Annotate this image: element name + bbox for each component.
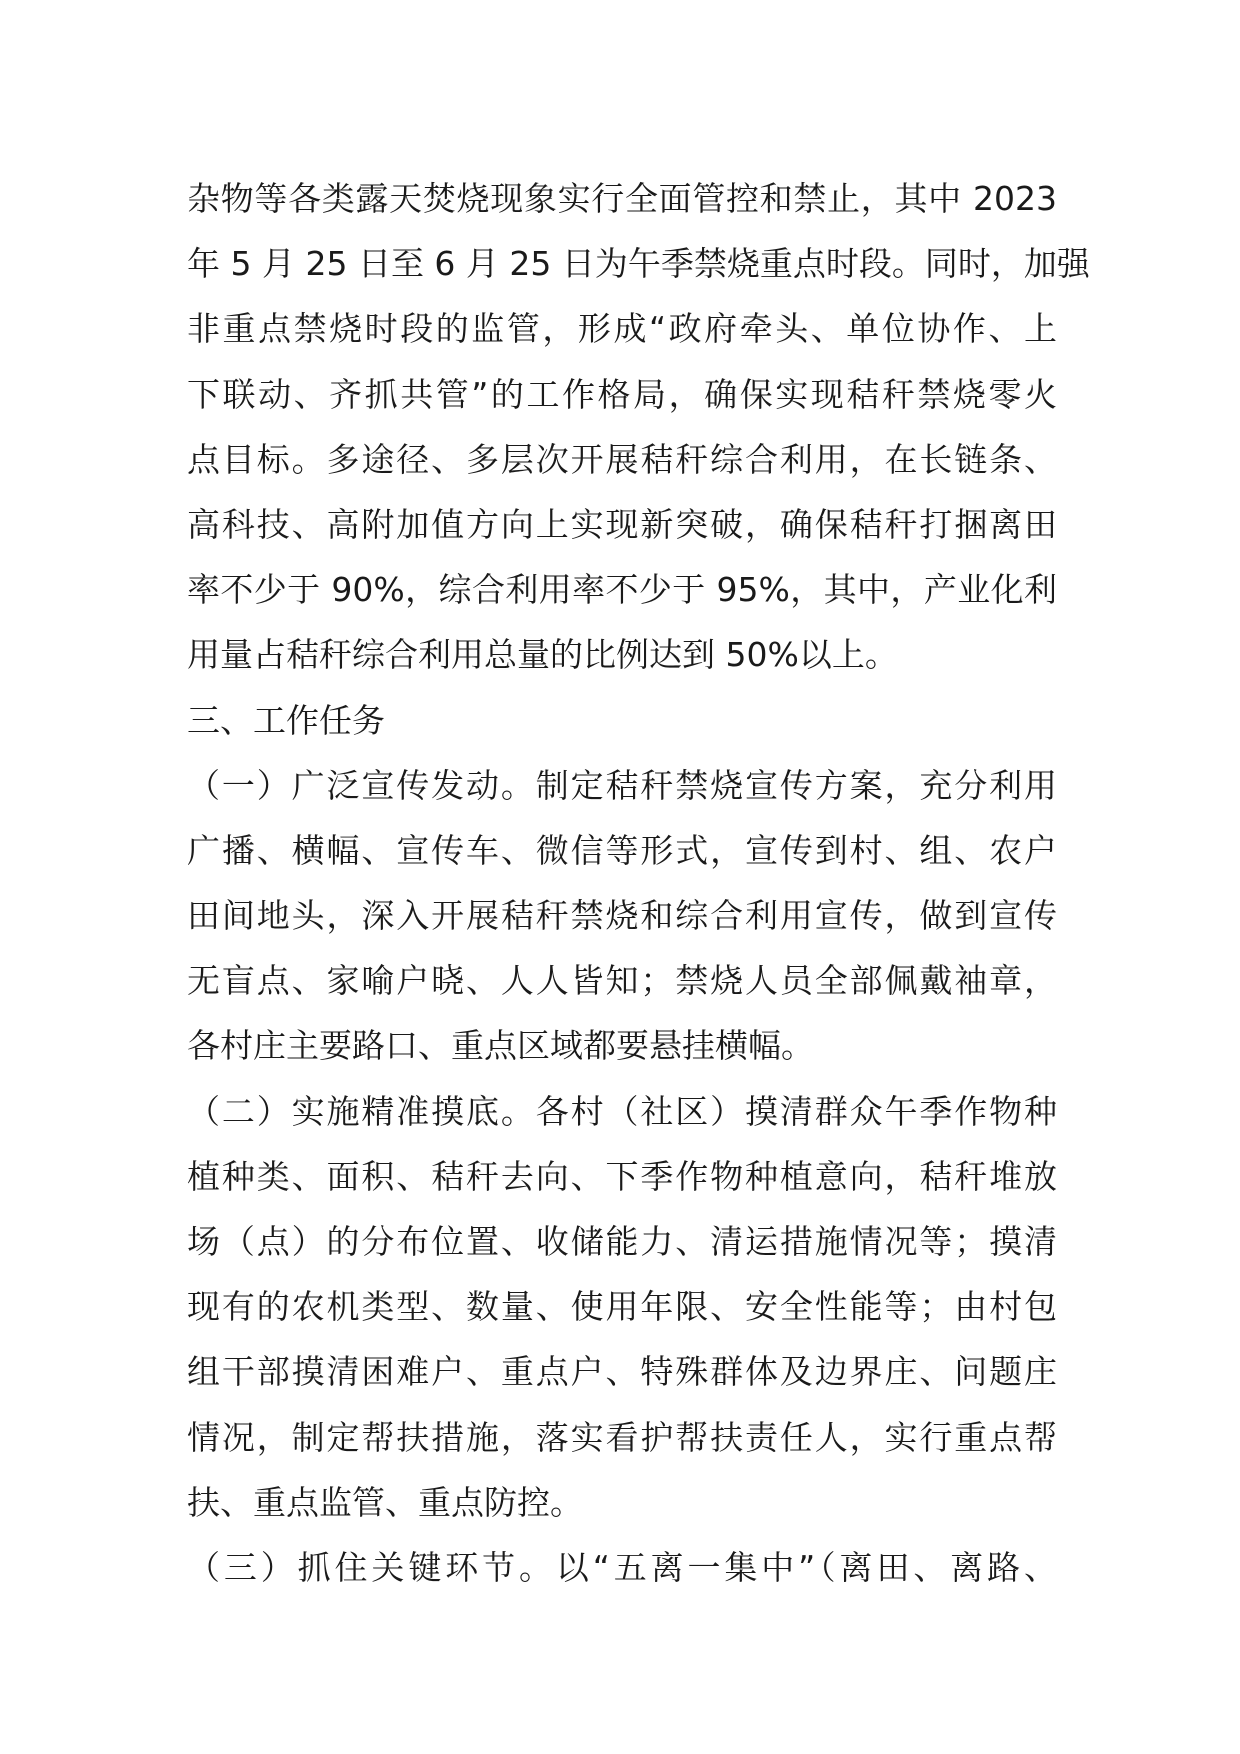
text-line: 场（点）的分布位置、收储能力、清运措施情况等；摸清 (187, 1222, 1057, 1261)
text-line: 下联动、齐抓共管”的工作格局，确保实现秸秆禁烧零火 (187, 374, 1057, 414)
text-line: 组干部摸清困难户、重点户、特殊群体及边界庄、问题庄 (187, 1352, 1057, 1392)
section-heading: 三、工作任务 (187, 700, 385, 740)
text-line: 现有的农机类型、数量、使用年限、安全性能等；由村包 (187, 1287, 1057, 1327)
paragraph-end-line: 各村庄主要路口、重点区域都要悬挂横幅。 (187, 1026, 814, 1066)
text-line: 点目标。多途径、多层次开展秸秆综合利用，在长链条、 (187, 439, 1057, 479)
text-line: 植种类、面积、秸秆去向、下季作物种植意向，秸秆堆放 (187, 1156, 1057, 1196)
text-line: （二）实施精准摸底。各村（社区）摸清群众午季作物种 (187, 1091, 1057, 1131)
text-line: 非重点禁烧时段的监管，形成“政府牵头、单位协作、上 (187, 309, 1057, 349)
paragraph-end-line: 扶、重点监管、重点防控。 (187, 1482, 583, 1522)
text-line: 广播、横幅、宣传车、微信等形式，宣传到村、组、农户 (187, 830, 1057, 870)
text-line: 杂物等各类露天焚烧现象实行全面管控和禁止，其中 2023 (187, 179, 1057, 218)
text-line: （三）抓住关键环节。以“五离一集中”（离田、离路、 (187, 1547, 1057, 1587)
body-text (187, 166, 1090, 1600)
text-line: 无盲点、家喻户晓、人人皆知；禁烧人员全部佩戴袖章， (187, 961, 1057, 1001)
text-line: 情况，制定帮扶措施，落实看护帮扶责任人，实行重点帮 (187, 1417, 1057, 1457)
text-line: 年 5 月 25 日至 6 月 25 日为午季禁烧重点时段。同时，加强 (187, 244, 1090, 284)
paragraph-end-line: 用量占秸秆综合利用总量的比例达到 50%以上。 (187, 635, 898, 675)
text-line: 田间地头，深入开展秸秆禁烧和综合利用宣传，做到宣传 (187, 896, 1057, 936)
text-line: （一）广泛宣传发动。制定秸秆禁烧宣传方案，充分利用 (187, 765, 1057, 805)
text-line: 率不少于 90%，综合利用率不少于 95%，其中，产业化利 (187, 570, 1057, 610)
text-line: 高科技、高附加值方向上实现新突破，确保秸秆打捆离田 (187, 504, 1057, 544)
